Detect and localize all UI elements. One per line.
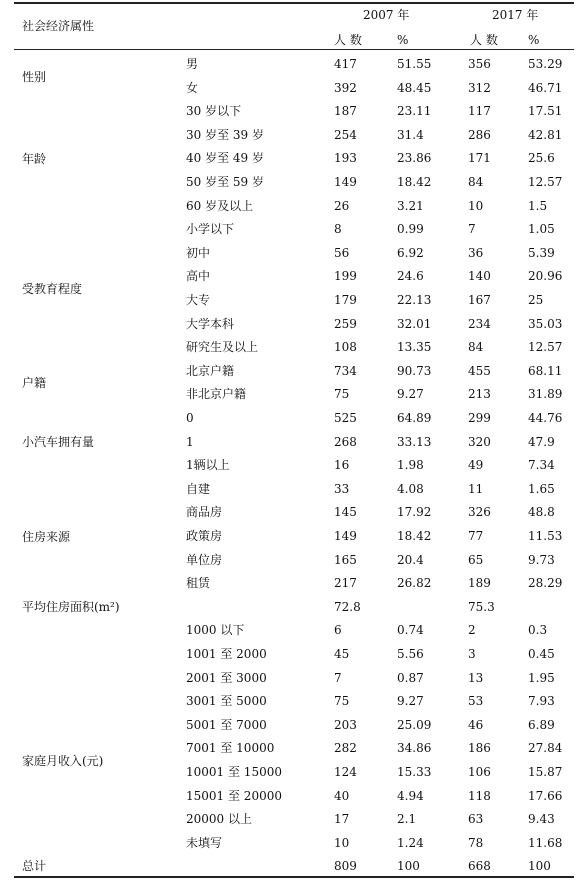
subcategory-cell: 政策房	[186, 529, 223, 543]
count-2017-cell: 84	[468, 340, 484, 355]
percent-2017-cell: 12.57	[528, 175, 563, 189]
count-2007-cell: 254	[334, 127, 357, 142]
count-2017-cell: 326	[468, 505, 491, 520]
percent-2007-cell: 4.08	[397, 481, 424, 496]
percent-2017-cell: 47.9	[528, 434, 555, 449]
count-2017-cell: 2	[468, 623, 476, 638]
percent-2017-cell: 9.43	[528, 812, 555, 827]
count-2007-cell: 417	[334, 57, 357, 71]
percent-2007-cell: 90.73	[397, 363, 432, 378]
subcategory-cell: 男	[186, 57, 199, 71]
percent-2017-cell: 42.81	[528, 127, 563, 142]
table-row	[0, 53, 586, 77]
count-2017-cell: 455	[468, 363, 491, 378]
percent-2007-cell: 5.56	[397, 647, 424, 661]
table-row	[0, 501, 586, 525]
row-label: 平均住房面积(m²)	[22, 599, 120, 614]
count-2007-cell: 33	[334, 481, 350, 496]
count-2007-cell: 56	[334, 245, 350, 260]
header-percent-2017: %	[528, 33, 540, 47]
table-row	[0, 596, 586, 620]
group-label: 年龄	[22, 152, 47, 167]
count-2017-cell: 286	[468, 127, 491, 142]
percent-2007-cell: 0.74	[397, 623, 424, 638]
percent-2007-cell: 34.86	[397, 741, 432, 756]
table-row	[0, 313, 586, 337]
percent-2007-cell: 15.33	[397, 765, 432, 779]
count-2017-cell: 65	[468, 552, 484, 567]
percent-2017-cell: 0.3	[528, 623, 548, 638]
count-2017-cell: 299	[468, 411, 491, 425]
table-row	[0, 100, 586, 124]
table-row	[0, 572, 586, 596]
subcategory-cell: 7001 至 10000	[186, 741, 275, 756]
subcategory-cell: 大学本科	[186, 316, 235, 331]
table-row	[0, 336, 586, 360]
subcategory-cell: 研究生及以上	[186, 340, 259, 355]
subcategory-cell: 50 岁至 59 岁	[186, 175, 264, 189]
percent-2007-cell: 51.55	[397, 57, 432, 71]
subcategory-cell: 30 岁以下	[186, 104, 242, 119]
table-row	[0, 147, 586, 171]
table-row	[0, 77, 586, 101]
subcategory-cell: 高中	[186, 269, 211, 284]
subcategory-cell: 1001 至 2000	[186, 647, 267, 661]
group-label: 性别	[22, 69, 47, 84]
percent-2007-cell: 18.42	[397, 175, 432, 189]
count-2017-cell: 49	[468, 458, 484, 473]
count-2017-cell: 75.3	[468, 599, 495, 614]
subcategory-cell: 1	[186, 434, 194, 449]
table-row	[0, 619, 586, 643]
table-row	[0, 478, 586, 502]
count-2017-cell: 312	[468, 80, 491, 95]
count-2017-cell: 78	[468, 835, 484, 850]
table-row	[0, 171, 586, 195]
subcategory-cell: 女	[186, 80, 199, 95]
table-row	[0, 360, 586, 384]
count-2017-cell: 106	[468, 765, 491, 779]
percent-2007-cell: 25.09	[397, 717, 432, 732]
table-row	[0, 383, 586, 407]
subcategory-cell: 非北京户籍	[186, 387, 247, 402]
count-2007-cell: 72.8	[334, 599, 361, 614]
count-2017-cell: 213	[468, 387, 491, 402]
row-label: 总计	[22, 859, 47, 874]
table-row	[0, 525, 586, 549]
count-2007-cell: 187	[334, 104, 357, 119]
table-row	[0, 289, 586, 313]
subcategory-cell: 15001 至 20000	[186, 788, 282, 803]
percent-2017-cell: 7.34	[528, 458, 555, 473]
subcategory-cell: 商品房	[186, 505, 223, 520]
count-2017-cell: 234	[468, 316, 491, 331]
percent-2007-cell: 20.4	[397, 552, 424, 567]
count-2007-cell: 734	[334, 363, 357, 378]
table-header-rule	[14, 49, 574, 50]
count-2007-cell: 10	[334, 835, 350, 850]
count-2017-cell: 3	[468, 647, 476, 661]
count-2007-cell: 199	[334, 269, 357, 284]
percent-2007-cell: 100	[397, 859, 420, 874]
subcategory-cell: 北京户籍	[186, 363, 235, 378]
group-label: 家庭月收入(元)	[22, 754, 104, 768]
percent-2017-cell: 6.89	[528, 717, 555, 732]
percent-2017-cell: 25.6	[528, 151, 555, 166]
percent-2017-cell: 100	[528, 859, 551, 874]
subcategory-cell: 自建	[186, 481, 211, 496]
percent-2007-cell: 0.87	[397, 670, 424, 685]
count-2007-cell: 75	[334, 387, 350, 402]
percent-2017-cell: 31.89	[528, 387, 563, 402]
percent-2017-cell: 53.29	[528, 57, 563, 71]
percent-2007-cell: 9.27	[397, 387, 424, 402]
percent-2007-cell: 2.1	[397, 812, 417, 827]
percent-2007-cell: 3.21	[397, 198, 424, 213]
subcategory-cell: 小学以下	[186, 222, 235, 237]
header-year-2007: 2007 年	[363, 8, 410, 22]
subcategory-cell: 10001 至 15000	[186, 765, 282, 779]
table-row	[0, 407, 586, 431]
table-row	[0, 242, 586, 266]
count-2017-cell: 53	[468, 694, 484, 709]
count-2017-cell: 186	[468, 741, 491, 756]
count-2017-cell: 356	[468, 57, 491, 71]
count-2017-cell: 7	[468, 222, 476, 237]
subcategory-cell: 5001 至 7000	[186, 717, 267, 732]
percent-2007-cell: 1.98	[397, 458, 424, 473]
percent-2007-cell: 48.45	[397, 80, 432, 95]
percent-2017-cell: 1.05	[528, 222, 555, 237]
count-2007-cell: 165	[334, 552, 357, 567]
subcategory-cell: 未填写	[186, 835, 223, 850]
percent-2017-cell: 48.8	[528, 505, 555, 520]
count-2007-cell: 282	[334, 741, 357, 756]
count-2017-cell: 84	[468, 175, 484, 189]
percent-2007-cell: 64.89	[397, 411, 432, 425]
percent-2007-cell: 33.13	[397, 434, 432, 449]
percent-2007-cell: 13.35	[397, 340, 432, 355]
count-2007-cell: 124	[334, 765, 357, 779]
header-count-2017: 人 数	[470, 33, 498, 47]
percent-2007-cell: 18.42	[397, 529, 432, 543]
count-2007-cell: 268	[334, 434, 357, 449]
percent-2017-cell: 17.66	[528, 788, 563, 803]
count-2007-cell: 193	[334, 151, 357, 166]
table-row	[0, 265, 586, 289]
count-2007-cell: 217	[334, 576, 357, 591]
count-2007-cell: 809	[334, 859, 357, 874]
table-top-rule	[14, 2, 574, 4]
percent-2017-cell: 17.51	[528, 104, 563, 119]
percent-2017-cell: 5.39	[528, 245, 555, 260]
percent-2017-cell: 46.71	[528, 80, 563, 95]
subcategory-cell: 40 岁至 49 岁	[186, 151, 264, 166]
count-2017-cell: 11	[468, 481, 484, 496]
subcategory-cell: 1辆以上	[186, 458, 230, 473]
table-row	[0, 808, 586, 832]
count-2017-cell: 189	[468, 576, 491, 591]
table-row	[0, 195, 586, 219]
percent-2007-cell: 9.27	[397, 694, 424, 709]
table-row	[0, 785, 586, 809]
percent-2007-cell: 6.92	[397, 245, 424, 260]
percent-2007-cell: 23.11	[397, 104, 432, 119]
percent-2017-cell: 12.57	[528, 340, 563, 355]
header-attribute: 社会经济属性	[22, 19, 95, 33]
group-label: 小汽车拥有量	[22, 435, 95, 450]
percent-2017-cell: 11.53	[528, 529, 563, 543]
percent-2017-cell: 15.87	[528, 765, 563, 779]
count-2007-cell: 40	[334, 788, 350, 803]
count-2007-cell: 26	[334, 198, 350, 213]
count-2017-cell: 10	[468, 198, 484, 213]
count-2007-cell: 259	[334, 316, 357, 331]
percent-2017-cell: 7.93	[528, 694, 555, 709]
count-2007-cell: 149	[334, 175, 357, 189]
count-2007-cell: 149	[334, 529, 357, 543]
group-label: 住房来源	[22, 529, 71, 544]
percent-2007-cell: 24.6	[397, 269, 424, 284]
count-2007-cell: 6	[334, 623, 342, 638]
percent-2007-cell: 1.24	[397, 835, 424, 850]
percent-2017-cell: 11.68	[528, 835, 563, 850]
count-2007-cell: 525	[334, 411, 357, 425]
percent-2007-cell: 23.86	[397, 151, 432, 166]
count-2007-cell: 392	[334, 80, 357, 95]
percent-2007-cell: 26.82	[397, 576, 432, 591]
subcategory-cell: 0	[186, 411, 194, 425]
percent-2007-cell: 32.01	[397, 316, 432, 331]
count-2017-cell: 118	[468, 788, 491, 803]
percent-2007-cell: 4.94	[397, 788, 424, 803]
subcategory-cell: 20000 以上	[186, 812, 252, 827]
percent-2017-cell: 9.73	[528, 552, 555, 567]
count-2007-cell: 203	[334, 717, 357, 732]
table-row	[0, 714, 586, 738]
subcategory-cell: 3001 至 5000	[186, 694, 267, 709]
group-label: 受教育程度	[22, 282, 83, 296]
table-row	[0, 855, 586, 879]
table-row	[0, 218, 586, 242]
count-2017-cell: 167	[468, 293, 491, 307]
subcategory-cell: 大专	[186, 293, 211, 307]
percent-2017-cell: 44.76	[528, 411, 563, 425]
percent-2017-cell: 1.65	[528, 481, 555, 496]
table-row	[0, 667, 586, 691]
count-2007-cell: 17	[334, 812, 350, 827]
count-2007-cell: 179	[334, 293, 357, 307]
table-row	[0, 124, 586, 148]
count-2017-cell: 77	[468, 529, 484, 543]
count-2007-cell: 7	[334, 670, 342, 685]
percent-2017-cell: 1.95	[528, 670, 555, 685]
header-year-2017: 2017 年	[492, 8, 539, 22]
group-label: 户籍	[22, 376, 47, 391]
percent-2007-cell: 22.13	[397, 293, 432, 307]
count-2007-cell: 108	[334, 340, 357, 355]
percent-2017-cell: 25	[528, 293, 544, 307]
table-row	[0, 643, 586, 667]
count-2017-cell: 46	[468, 717, 484, 732]
percent-2007-cell: 31.4	[397, 127, 424, 142]
percent-2017-cell: 20.96	[528, 269, 563, 284]
subcategory-cell: 初中	[186, 245, 211, 260]
percent-2017-cell: 1.5	[528, 198, 548, 213]
percent-2017-cell: 68.11	[528, 363, 563, 378]
subcategory-cell: 60 岁及以上	[186, 198, 254, 213]
count-2017-cell: 171	[468, 151, 491, 166]
percent-2007-cell: 0.99	[397, 222, 424, 237]
count-2017-cell: 140	[468, 269, 491, 284]
table-row	[0, 832, 586, 856]
header-percent-2007: %	[397, 33, 409, 47]
count-2007-cell: 145	[334, 505, 357, 520]
percent-2017-cell: 28.29	[528, 576, 563, 591]
count-2017-cell: 668	[468, 859, 491, 874]
header-count-2007: 人 数	[334, 33, 362, 47]
count-2007-cell: 16	[334, 458, 350, 473]
subcategory-cell: 2001 至 3000	[186, 670, 267, 685]
count-2017-cell: 117	[468, 104, 491, 119]
percent-2017-cell: 0.45	[528, 647, 555, 661]
percent-2017-cell: 27.84	[528, 741, 563, 756]
count-2017-cell: 63	[468, 812, 484, 827]
count-2007-cell: 8	[334, 222, 342, 237]
table-row	[0, 549, 586, 573]
count-2017-cell: 320	[468, 434, 491, 449]
subcategory-cell: 1000 以下	[186, 623, 245, 638]
subcategory-cell: 租赁	[186, 576, 211, 591]
subcategory-cell: 单位房	[186, 552, 223, 567]
table-row	[0, 454, 586, 478]
count-2017-cell: 13	[468, 670, 484, 685]
percent-2017-cell: 35.03	[528, 316, 563, 331]
subcategory-cell: 30 岁至 39 岁	[186, 127, 264, 142]
count-2007-cell: 75	[334, 694, 350, 709]
count-2007-cell: 45	[334, 647, 350, 661]
percent-2007-cell: 17.92	[397, 505, 432, 520]
table-row	[0, 690, 586, 714]
count-2017-cell: 36	[468, 245, 484, 260]
